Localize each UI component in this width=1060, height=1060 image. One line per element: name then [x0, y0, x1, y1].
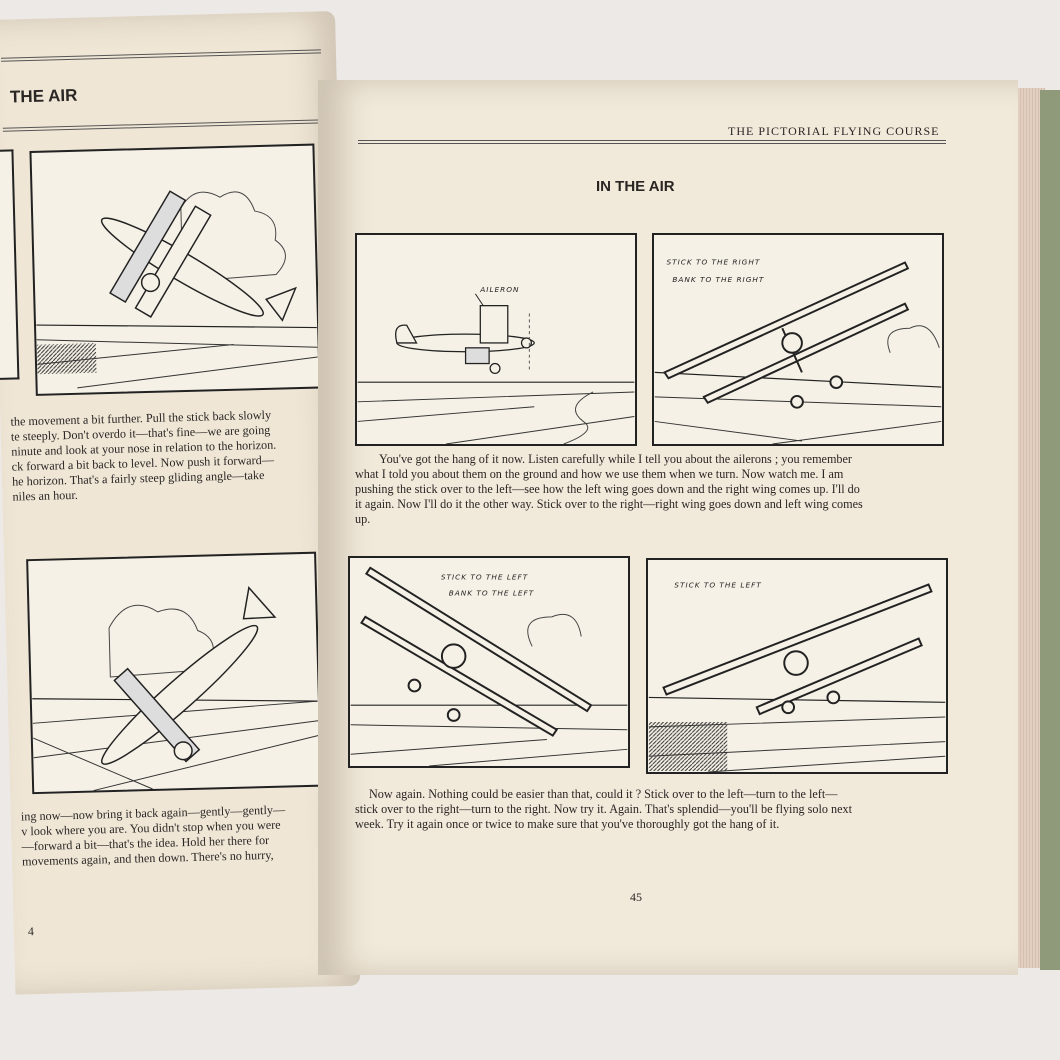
text-line: ing now—now bring it back again—gently—gently— [20, 802, 286, 824]
panel-stick-right [652, 233, 944, 446]
panel-stick-left [646, 558, 948, 774]
right-paragraph-1 [355, 452, 947, 527]
right-page [318, 80, 1018, 975]
text-line: the movement a bit further. Pull the stick back slowly [10, 407, 272, 429]
panel-label-stick-right: STICK TO THE RIGHT [666, 257, 761, 267]
running-head: THE PICTORIAL FLYING COURSE [728, 124, 940, 138]
left-page [0, 11, 360, 995]
text-line: what I told you about them on the ground and how we use them when we turn. Now watch me. I am [355, 467, 844, 481]
left-paragraph-1 [10, 406, 332, 504]
text-line: up. [355, 512, 371, 526]
header-rule [358, 140, 946, 144]
left-panel-edge-top [0, 149, 19, 379]
panel-aileron [355, 233, 637, 446]
panel-stick-left-bank [348, 556, 630, 768]
right-page-number: 45 [630, 890, 642, 904]
book-cover [1040, 90, 1060, 970]
left-panel-bottom [26, 552, 322, 795]
text-line: stick over to the right—turn to the right. Now try it. Again. That's splendid—you'll be flying solo next [355, 802, 853, 816]
text-line: ck forward a bit back to level. Now push it forward— [11, 452, 275, 474]
text-line: Now again. Nothing could be easier than that, could it ? Stick over to the left—turn to the left— [369, 787, 838, 801]
text-line: niles an hour. [12, 487, 78, 504]
panel-label-stick-left-2: STICK TO THE LEFT [674, 580, 762, 590]
left-page-number: 4 [27, 924, 35, 939]
text-line: week. Try it again once or twice to make sure that you've thoroughly got the hang of it. [355, 817, 780, 831]
text-line: v look where you are. You didn't stop when you were [21, 817, 281, 839]
text-line: You've got the hang of it now. Listen carefully while I tell you about the ailerons ; you remember [379, 452, 852, 466]
panel-label-stick-left: STICK TO THE LEFT [440, 572, 529, 582]
left-paragraph-2 [21, 801, 342, 869]
left-panel-top [29, 144, 320, 396]
text-line: he horizon. That's a fairly steep gliding angle—take [11, 467, 265, 489]
text-line: —forward a bit—that's the idea. Hold her there for [21, 832, 270, 854]
section-title: IN THE AIR [596, 178, 675, 195]
panel-label-bank-left: BANK TO THE LEFT [448, 588, 535, 598]
panel-label-bank-right: BANK TO THE RIGHT [672, 275, 765, 285]
text-line: ninute and look at your nose in relation to the horizon. [11, 437, 277, 459]
left-page-heading: THE AIR [9, 85, 78, 107]
panel-label-aileron: AILERON [480, 284, 520, 294]
text-line: pushing the stick over to the left—see how the left wing goes down and the right wing comes up. I'll do [355, 482, 860, 496]
left-title-rule [3, 119, 323, 131]
text-line: it again. Now I'll do it the other way. Stick over to the right—right wing goes down and left wing comes [355, 497, 863, 511]
right-paragraph-2 [355, 787, 947, 832]
text-line: te steeply. Don't overdo it—that's fine—we are going [10, 422, 271, 444]
left-header-rule [1, 49, 321, 61]
text-line: movements again, and then down. There's no hurry, [21, 847, 274, 869]
